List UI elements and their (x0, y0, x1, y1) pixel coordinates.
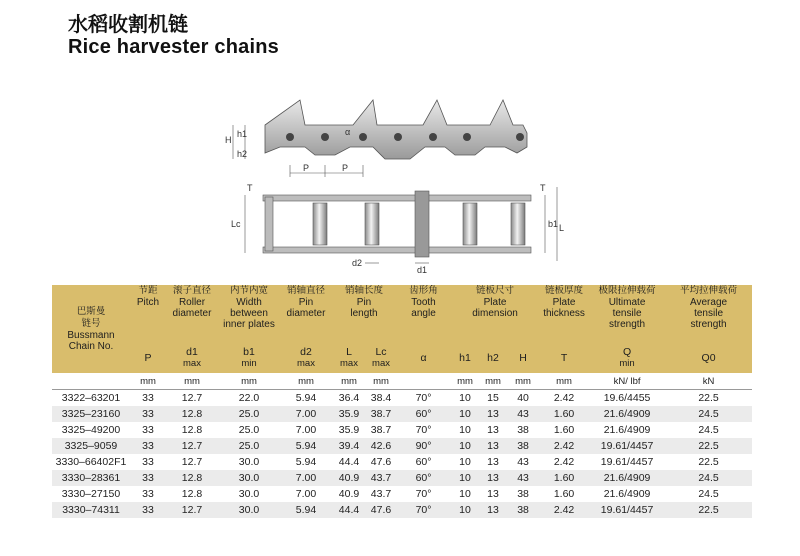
table-cell: 1.60 (539, 422, 589, 438)
header-symbol (166, 343, 218, 373)
table-cell: 12.8 (166, 422, 218, 438)
header-plate-thickness (539, 285, 589, 343)
table-cell: 7.00 (280, 486, 332, 502)
table-cell: 19.61/4457 (589, 454, 665, 470)
table-cell: 10 (451, 454, 479, 470)
table-cell: 40.9 (332, 486, 366, 502)
svg-text:H: H (225, 135, 232, 145)
table-cell: 25.0 (218, 438, 280, 454)
header-symbol-qualifier: max (297, 358, 315, 369)
header-symbol (396, 343, 451, 373)
header-symbol (451, 343, 479, 373)
header-symbol-text: d1 (186, 346, 198, 358)
header-symbol-qualifier: max (340, 358, 358, 369)
table-cell: 5.94 (280, 454, 332, 470)
unit-cell: mm (366, 373, 396, 390)
table-cell: 1.60 (539, 406, 589, 422)
svg-text:α: α (345, 127, 351, 137)
chain-number-cell: 3322–63201 (52, 390, 130, 407)
table-cell: 22.5 (665, 502, 752, 518)
header-symbol (218, 343, 280, 373)
header-roller-diameter (166, 285, 218, 343)
header-plate-dimension-en: Plate dimension (472, 297, 518, 319)
header-symbol-text: h1 (459, 351, 471, 364)
table-cell: 90° (396, 438, 451, 454)
table-cell: 33 (130, 422, 166, 438)
table-cell: 12.7 (166, 502, 218, 518)
table-cell: 38 (507, 422, 539, 438)
table-cell: 33 (130, 454, 166, 470)
header-symbol-text: Q (622, 346, 632, 358)
table-cell: 7.00 (280, 470, 332, 486)
table-cell: 33 (130, 406, 166, 422)
header-symbol (507, 343, 539, 373)
header-tooth-angle-cn: 齿形角 (409, 285, 438, 296)
svg-text:d2: d2 (352, 258, 363, 268)
table-cell: 12.7 (166, 454, 218, 470)
table-cell: 33 (130, 502, 166, 518)
chain-spec-table (52, 285, 752, 518)
header-tooth-angle-en: Tooth angle (411, 297, 436, 319)
table-cell: 39.4 (332, 438, 366, 454)
table-cell: 13 (479, 406, 507, 422)
header-plate-dimension-cn: 链板尺寸 (476, 285, 515, 296)
header-symbol-text: L (346, 346, 352, 358)
table-cell: 12.8 (166, 470, 218, 486)
table-cell: 43 (507, 406, 539, 422)
table-cell: 19.61/4457 (589, 438, 665, 454)
table-cell: 12.8 (166, 406, 218, 422)
chain-number-cell: 3330–66402F1 (52, 454, 130, 470)
table-cell: 36.4 (332, 390, 366, 407)
table-cell: 60° (396, 406, 451, 422)
table-cell: 10 (451, 470, 479, 486)
svg-text:P: P (342, 163, 349, 173)
table-cell: 70° (396, 486, 451, 502)
header-ultimate-strength (589, 285, 665, 343)
table-cell: 2.42 (539, 502, 589, 518)
table-cell: 22.5 (665, 390, 752, 407)
header-average-strength-en: Average tensile strength (690, 297, 728, 330)
table-cell: 25.0 (218, 406, 280, 422)
table-cell: 13 (479, 502, 507, 518)
chain-number-cell: 3325–9059 (52, 438, 130, 454)
header-ultimate-strength-en: Ultimate tensile strength (608, 297, 646, 330)
header-average-strength (665, 285, 752, 343)
chain-number-cell: 3330–74311 (52, 502, 130, 518)
table-cell: 24.5 (665, 486, 752, 502)
header-symbol-qualifier: min (241, 358, 257, 369)
table-cell: 42.6 (366, 438, 396, 454)
header-pitch-en: Pitch (136, 297, 160, 308)
header-symbol-qualifier: max (183, 358, 201, 369)
header-chain-no (52, 285, 130, 373)
table-cell: 33 (130, 438, 166, 454)
header-symbol (366, 343, 396, 373)
svg-text:L: L (559, 223, 565, 233)
table-cell: 30.0 (218, 470, 280, 486)
table-cell: 43 (507, 454, 539, 470)
header-chain-no-cn: 巴斯曼 链号 (76, 306, 106, 329)
chain-number-cell: 3330–27150 (52, 486, 130, 502)
unit-cell: mm (507, 373, 539, 390)
svg-text:Lc: Lc (231, 219, 241, 229)
header-pin-diameter-en: Pin diameter (286, 297, 326, 319)
table-cell: 13 (479, 422, 507, 438)
header-pin-diameter-cn: 销轴直径 (286, 285, 325, 296)
table-cell: 70° (396, 422, 451, 438)
table-cell: 13 (479, 486, 507, 502)
table-row (52, 454, 752, 470)
header-plate-dimension (451, 285, 539, 343)
page-title-chinese: 水稻收割机链 (68, 12, 188, 36)
unit-cell: kN/ lbf (589, 373, 665, 390)
table-cell: 30.0 (218, 486, 280, 502)
table-cell: 35.9 (332, 422, 366, 438)
header-symbol-text: Q0 (701, 351, 716, 364)
table-cell: 60° (396, 470, 451, 486)
table-cell: 47.6 (366, 454, 396, 470)
unit-cell: kN (665, 373, 752, 390)
table-cell: 19.61/4457 (589, 502, 665, 518)
svg-text:h2: h2 (237, 149, 248, 159)
table-cell: 13 (479, 454, 507, 470)
chain-diagram (205, 95, 565, 275)
header-symbol-qualifier: min (619, 358, 635, 369)
table-cell: 38 (507, 438, 539, 454)
table-cell: 38.4 (366, 390, 396, 407)
chain-number-cell: 3330–28361 (52, 470, 130, 486)
table-cell: 22.5 (665, 438, 752, 454)
table-cell: 44.4 (332, 454, 366, 470)
table-cell: 10 (451, 486, 479, 502)
table-cell: 70° (396, 390, 451, 407)
table-cell: 19.6/4455 (589, 390, 665, 407)
svg-text:h1: h1 (237, 129, 248, 139)
header-plate-thickness-en: Plate thickness (543, 297, 585, 319)
header-symbol-text: h2 (487, 351, 499, 364)
table-cell: 22.0 (218, 390, 280, 407)
table-cell: 10 (451, 438, 479, 454)
header-symbol (589, 343, 665, 373)
header-symbol (130, 343, 166, 373)
table-cell: 38.7 (366, 422, 396, 438)
header-plate-thickness-cn: 链板厚度 (545, 285, 584, 296)
table-cell: 12.8 (166, 486, 218, 502)
table-cell: 10 (451, 406, 479, 422)
table-cell: 13 (479, 470, 507, 486)
header-symbol-text: Lc (375, 346, 387, 358)
header-symbol (479, 343, 507, 373)
table-cell: 33 (130, 390, 166, 407)
table-cell: 2.42 (539, 438, 589, 454)
unit-cell: mm (130, 373, 166, 390)
table-cell: 25.0 (218, 422, 280, 438)
table-cell: 40.9 (332, 470, 366, 486)
table-cell: 2.42 (539, 390, 589, 407)
unit-cell: mm (332, 373, 366, 390)
unit-cell: mm (451, 373, 479, 390)
svg-text:T: T (540, 183, 546, 193)
table-cell: 1.60 (539, 486, 589, 502)
header-pin-length-en: Pin length (350, 297, 378, 319)
table-row (52, 422, 752, 438)
svg-text:b1: b1 (548, 219, 559, 229)
table-cell: 13 (479, 438, 507, 454)
header-pin-length (332, 285, 396, 343)
header-pin-diameter (280, 285, 332, 343)
table-cell: 15 (479, 390, 507, 407)
header-symbol-text: T (560, 351, 568, 364)
table-cell: 10 (451, 390, 479, 407)
table-cell: 33 (130, 486, 166, 502)
table-cell: 21.6/4909 (589, 470, 665, 486)
table-cell: 5.94 (280, 390, 332, 407)
header-symbol (280, 343, 332, 373)
header-symbol-text: d2 (300, 346, 312, 358)
header-average-strength-cn: 平均拉伸载荷 (680, 285, 738, 296)
table-cell: 30.0 (218, 502, 280, 518)
unit-cell (52, 373, 130, 390)
header-symbol-text: H (519, 351, 527, 364)
table-row (52, 502, 752, 518)
table-cell: 12.7 (166, 390, 218, 407)
header-pitch-cn: 节距 (138, 285, 158, 296)
header-pitch (130, 285, 166, 343)
table-cell: 24.5 (665, 406, 752, 422)
table-cell: 43.7 (366, 470, 396, 486)
chain-side-view (231, 183, 564, 275)
header-symbol-text: α (420, 351, 427, 364)
header-inner-width (218, 285, 280, 343)
unit-cell: mm (280, 373, 332, 390)
header-symbol (665, 343, 752, 373)
table-cell: 43.7 (366, 486, 396, 502)
table-cell: 24.5 (665, 422, 752, 438)
unit-cell: mm (166, 373, 218, 390)
table-cell: 21.6/4909 (589, 486, 665, 502)
table-cell: 21.6/4909 (589, 406, 665, 422)
unit-cell (396, 373, 451, 390)
table-cell: 40 (507, 390, 539, 407)
header-symbol-text: b1 (243, 346, 255, 358)
header-symbol-text: P (144, 351, 152, 364)
table-cell: 7.00 (280, 406, 332, 422)
table-cell: 5.94 (280, 502, 332, 518)
svg-text:T: T (247, 183, 253, 193)
header-roller-diameter-en: Roller diameter (172, 297, 212, 319)
table-cell: 7.00 (280, 422, 332, 438)
unit-cell: mm (539, 373, 589, 390)
table-row (52, 486, 752, 502)
table-cell: 35.9 (332, 406, 366, 422)
table-cell: 47.6 (366, 502, 396, 518)
table-row (52, 438, 752, 454)
svg-text:d1: d1 (417, 265, 428, 275)
table-row (52, 470, 752, 486)
table-cell: 5.94 (280, 438, 332, 454)
table-cell: 10 (451, 422, 479, 438)
header-symbol (539, 343, 589, 373)
svg-text:P: P (303, 163, 310, 173)
header-ultimate-strength-cn: 极限拉伸载荷 (598, 285, 656, 296)
unit-cell: mm (479, 373, 507, 390)
table-cell: 38 (507, 486, 539, 502)
table-cell: 12.7 (166, 438, 218, 454)
table-row (52, 390, 752, 407)
chain-number-cell: 3325–49200 (52, 422, 130, 438)
header-inner-width-cn: 内节内宽 (229, 285, 268, 296)
table-cell: 24.5 (665, 470, 752, 486)
table-cell: 1.60 (539, 470, 589, 486)
header-pin-length-cn: 销轴长度 (345, 285, 384, 296)
table-cell: 2.42 (539, 454, 589, 470)
header-tooth-angle (396, 285, 451, 343)
table-cell: 30.0 (218, 454, 280, 470)
table-cell: 33 (130, 470, 166, 486)
table-cell: 70° (396, 502, 451, 518)
table-cell: 43 (507, 470, 539, 486)
toothed-plate-view (225, 100, 527, 177)
header-symbol-qualifier: max (372, 358, 390, 369)
chain-number-cell: 3325–23160 (52, 406, 130, 422)
table-cell: 38.7 (366, 406, 396, 422)
table-cell: 10 (451, 502, 479, 518)
table-cell: 44.4 (332, 502, 366, 518)
header-roller-diameter-cn: 滚子直径 (172, 285, 211, 296)
page-title-english: Rice harvester chains (68, 36, 279, 58)
header-symbol (332, 343, 366, 373)
table-cell: 38 (507, 502, 539, 518)
table-cell: 21.6/4909 (589, 422, 665, 438)
header-inner-width-en: Width between inner plates (223, 297, 275, 330)
unit-cell: mm (218, 373, 280, 390)
table-cell: 22.5 (665, 454, 752, 470)
table-row (52, 406, 752, 422)
header-chain-no-en: Bussmann Chain No. (67, 330, 115, 352)
table-cell: 60° (396, 454, 451, 470)
